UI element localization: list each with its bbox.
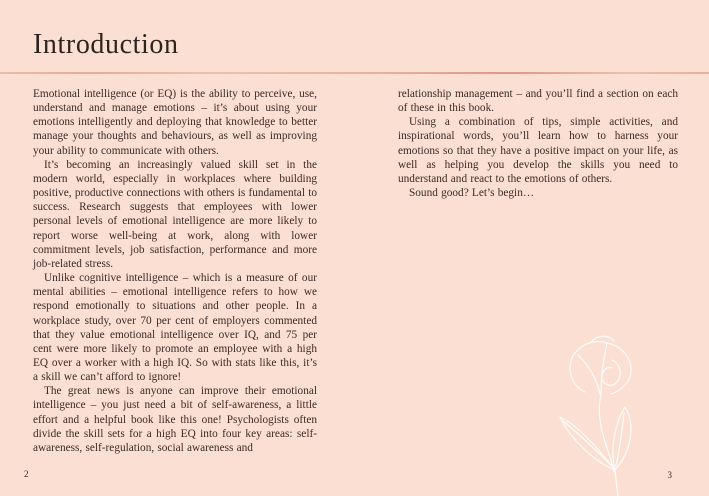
paragraph: It’s becoming an increasingly valued skill set in the modern world, especially in workplaces where building positive, productive connections with others is fundamental to success. Research suggests that employees with lower personal levels of emotional intelligence are more likely to report worse well-being at work, along with lower commitment levels, job satisfaction, performance and more job-related stress. <box>33 158 317 270</box>
paragraph: Using a combination of tips, simple activities, and inspirational words, you’ll learn how to harness your emotions so that they have a positive impact on your life, as well as helping you develop the skills you need to understand and react to the emotions of others. <box>398 116 678 185</box>
paragraph: The great news is anyone can improve their emotional intelligence – you just need a bit of self-awareness, a little effort and a helpful book like this one! Psychologists often divide the skill sets for a high EQ into four key areas: self-awareness, self-regulation, social awareness and <box>33 385 317 454</box>
page-title: Introduction <box>33 29 179 60</box>
paragraph: Emotional intelligence (or EQ) is the ability to perceive, use, understand and manage emotions – it’s about using your emotions intelligently and deploying that knowledge to better manage your thoughts and behaviours, as well as improving your ability to communicate with others. <box>33 88 317 157</box>
paragraph: Unlike cognitive intelligence – which is a measure of our mental abilities – emotional intelligence refers to how we respond emotionally to situations and other people. In a workplace study, over 70 per cent of employers commented that they value emotional intelligence over IQ, and 75 per cent were more likely to promote an employee with a high EQ over a worker with a high IQ. So with stats like this, it’s a skill we can’t afford to ignore! <box>33 272 317 384</box>
page-number-left: 2 <box>24 469 29 479</box>
left-page-text-column <box>33 87 317 455</box>
flower-line-art-icon <box>545 330 665 496</box>
title-divider-line <box>0 72 709 74</box>
paragraph: Sound good? Let’s begin… <box>409 187 535 200</box>
right-page-text-column <box>398 87 678 200</box>
paragraph: relationship management – and you’ll find a section on each of these in this book. <box>398 88 678 115</box>
page-number-right: 3 <box>667 470 672 480</box>
